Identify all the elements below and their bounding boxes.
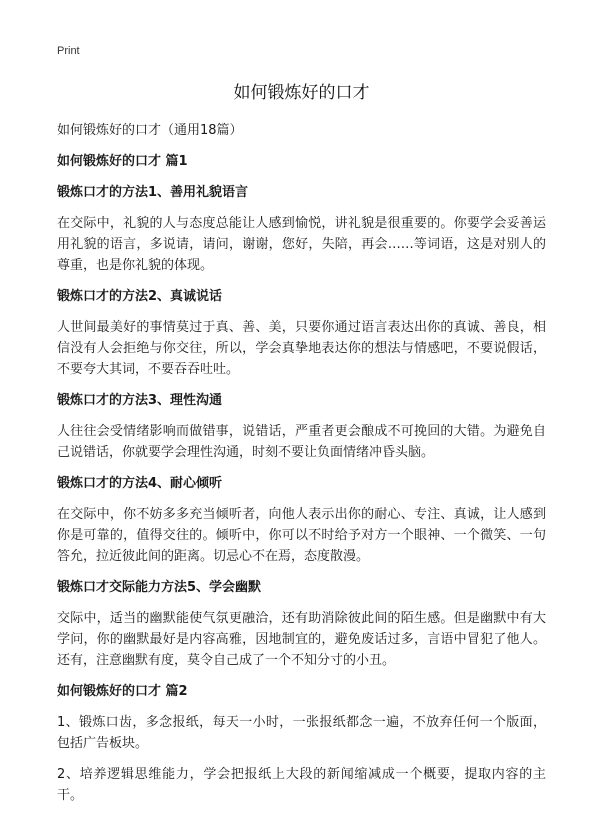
section-heading-2: 如何锻炼好的口才 篇2: [57, 684, 188, 699]
method-heading-2: 锻炼口才的方法2、真诚说话: [57, 289, 223, 304]
method-paragraph-4: 在交际中，你不妨多多充当倾听者，向他人表示出你的耐心、专注、真诚，让人感到你是可靠的，值得交往的。倾听中，你可以不时给予对方一个眼神、一个微笑、一句答允，拉近彼此间的距离。切忌心不在焉，态度散漫。: [57, 507, 546, 564]
method-heading-5: 锻炼口才交际能力方法5、学会幽默: [57, 580, 262, 595]
method-paragraph-3: 人往往会受情绪影响而做错事，说错话，严重者更会酿成不可挽回的大错。为避免自己说错话，你就要学会理性沟通，时刻不要让负面情绪冲昏头脑。: [57, 424, 546, 460]
document-subtitle: 如何锻炼好的口才（通用18篇）: [57, 123, 243, 138]
method-paragraph-2: 人世间最美好的事情莫过于真、善、美，只要你通过语言表达出你的真诚、善良，相信没有人会拒绝与你交往，所以，学会真挚地表达你的想法与情感吧，不要说假话，不要夸大其词，不要吞吞吐吐。: [57, 320, 546, 377]
method-paragraph-5: 交际中，适当的幽默能使气氛更融洽，还有助消除彼此间的陌生感。但是幽默中有大学问，你的幽默最好是内容高雅，因地制宜的，避免废话过多，言语中冒犯了他人。还有，注意幽默有度，莫令自己成了一个不知分寸的小丑。: [57, 611, 546, 668]
method-paragraph-1: 在交际中，礼貌的人与态度总能让人感到愉悦，讲礼貌是很重要的。你要学会妥善运用礼貌的语言，多说请，请问，谢谢，您好，失陪，再会……等词语，这是对别人的尊重，也是你礼貌的体现。: [57, 216, 546, 273]
section-heading-1: 如何锻炼好的口才 篇1: [57, 154, 188, 169]
list-paragraph-1: 1、锻炼口齿，多念报纸，每天一小时，一张报纸都念一遍，不放弃任何一个版面，包括广告板块。: [57, 715, 546, 751]
method-heading-3: 锻炼口才的方法3、理性沟通: [57, 393, 223, 408]
list-paragraph-2: 2、培养逻辑思维能力，学会把报纸上大段的新闻缩减成一个概要，提取内容的主干。: [57, 767, 546, 803]
method-heading-1: 锻炼口才的方法1、善用礼貌语言: [57, 185, 249, 200]
page-title: 如何锻炼好的口才: [233, 83, 370, 103]
print-link[interactable]: Print: [57, 45, 80, 57]
method-heading-4: 锻炼口才的方法4、耐心倾听: [57, 476, 223, 491]
